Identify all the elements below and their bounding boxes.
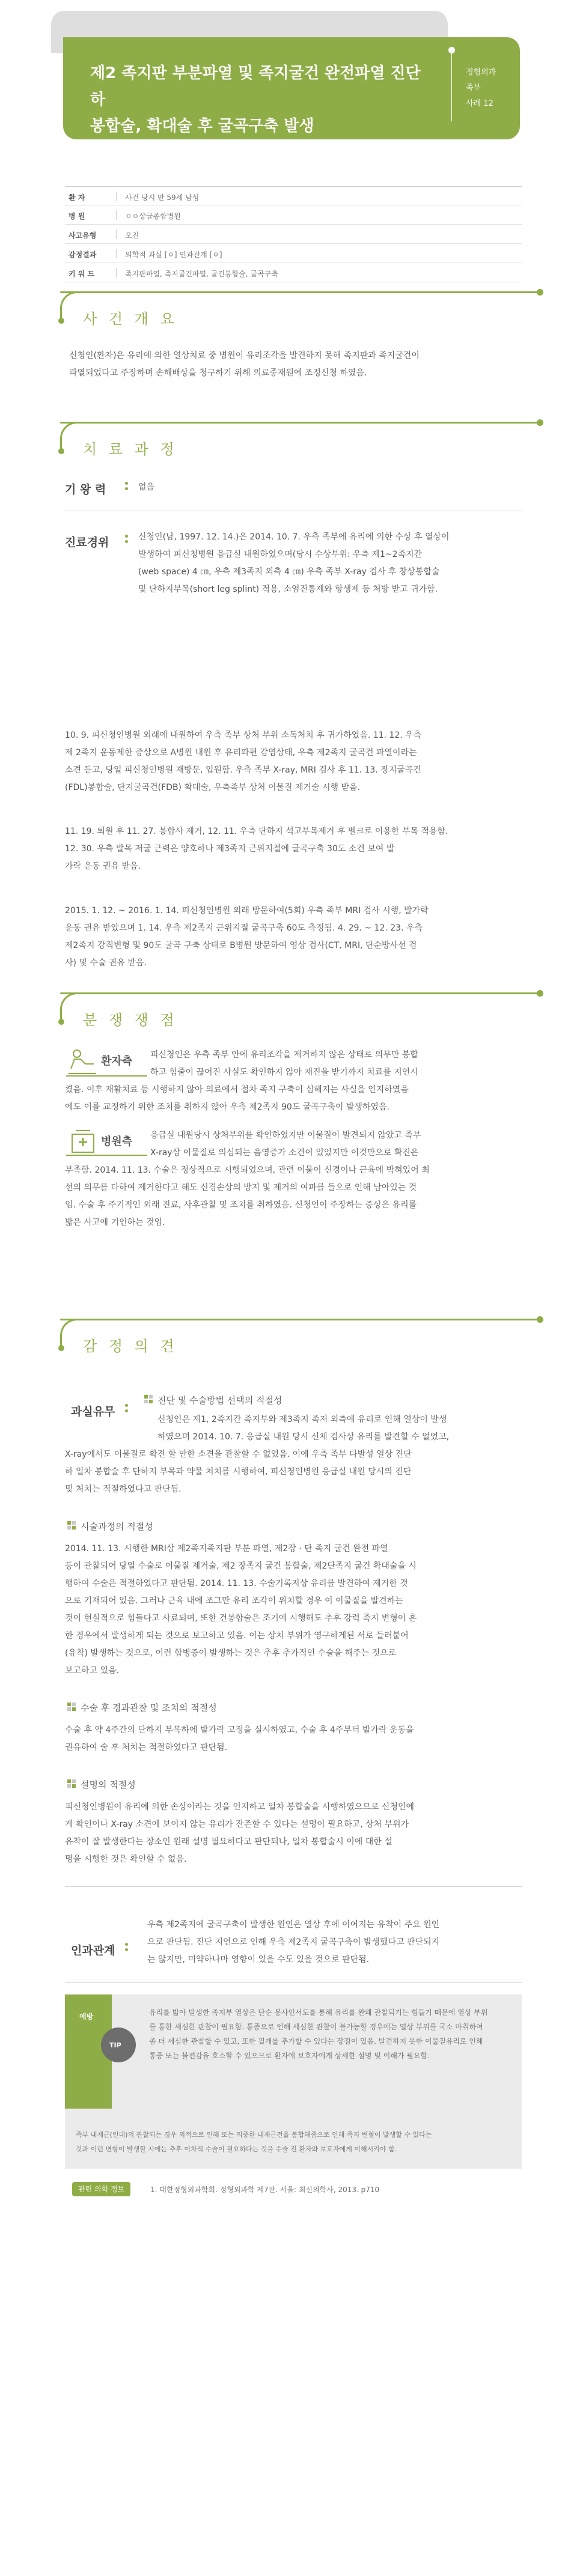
text-line: 를 통한 세심한 관찰이 필요함. 통증으로 인해 세심한 관찰이 불가능할 경우에는 열상 부위를 국소 마취하여 (149, 2023, 483, 2031)
info-label: 병 원 (69, 212, 85, 220)
text-line: 통증 또는 불편감을 호소할 수 있으므로 환자에 보호자에게 상세한 설명 및 이해가 필요함. (149, 2052, 430, 2060)
section-curve (60, 1319, 84, 1349)
section-rule (60, 291, 541, 293)
bullet-squares-icon (67, 1703, 77, 1712)
info-value: 족지판파열, 족지굴건파열, 굴건봉합술, 굴곡구축 (125, 270, 278, 278)
section-dot-icon (58, 1345, 64, 1351)
patient-side-label: 환자측 (101, 1055, 133, 1068)
info-divider (116, 268, 117, 278)
section-title: 분 쟁 쟁 점 (83, 1012, 178, 1028)
info-divider (116, 229, 117, 239)
text-line: 것이 현실적으로 힘들다고 사료되며, 또한 건봉합술은 조기에 시행해도 추후 강력 족지 변형이 흔 (65, 1614, 417, 1623)
subheading: 수술 후 경과관찰 및 조치의 적절성 (81, 1703, 217, 1713)
info-value: 사건 당시 만 59세 남성 (125, 193, 200, 202)
patient-claim (65, 1046, 522, 1116)
text-line: (web space) 4 ㎝, 우측 제3족지 외측 4 ㎝) 우측 족부 X-ray 검사 후 창상봉합술 (138, 567, 440, 577)
section-dispute-header (60, 992, 541, 1028)
text-line: 2014. 11. 13. 시행한 MRI상 제2족지족지판 부분 파열, 제2장 · 단 족지 굴건 완전 파열 (65, 1544, 388, 1554)
text-line: 행하여 수술은 적절하였다고 판단됨. 2014. 11. 13. 수술기록지상 유리를 발견하여 제거한 것 (65, 1579, 408, 1588)
text-line: 유착이 잘 발생한다는 장소인 원래 설명 필요하다고 판단되나, 일차 봉합술시 이에 대한 설 (65, 1837, 392, 1847)
text-line: 임. 수술 후 주기적인 외래 진료, 사후관찰 및 조치를 취하였음. 신청인이 주장하는 증상은 유리를 (65, 1200, 417, 1210)
rule-end-dot-icon (537, 990, 543, 997)
reference-text: 1. 대한정형외과학회. 정형외과학 제7판. 서울: 최신의학사, 2013. p710 (150, 2186, 380, 2194)
section-dot-icon (58, 318, 64, 324)
section-overview-header (60, 291, 541, 327)
category-area: 족부 (466, 84, 481, 93)
bullet-squares-icon (67, 1779, 77, 1789)
text-line: 권유하여 술 후 처치는 적절하였다고 판단됨. (65, 1743, 228, 1752)
text-line: 것과 이런 변형이 발생할 시에는 추후 이차적 수술이 필요하다는 것을 수술 전 환자와 보호자에게 이해시켜야 함. (76, 2145, 397, 2153)
text-line: 11. 19. 퇴원 후 11. 27. 봉합사 제거, 12. 11. 우측 단하지 석고부목제거 후 벨크로 이용한 부목 적용함. (65, 827, 448, 836)
section-title: 치 료 과 정 (83, 441, 178, 458)
history-value: 없음 (138, 482, 155, 492)
section-curve (60, 422, 84, 452)
text-line: 수술 후 약 4주간의 단하지 부목하에 발가락 고정을 실시하였고, 수술 후 4주부터 발가락 운동을 (65, 1725, 414, 1735)
text-line: 및 단하지부목(short leg splint) 적용, 소염진통제와 항생제 등 처방 받고 귀가함. (138, 585, 438, 594)
text-line: 족부 내재근(인대)의 관찰되는 경우 외적으로 인해 또는 의중한 내재근건을 봉합해줌으로 인해 족지 변형이 발생할 수 있다는 (76, 2131, 432, 2139)
header-category (466, 65, 496, 112)
course-paragraph (65, 823, 522, 875)
section-dot-icon (58, 448, 64, 454)
text-line: 제 2족지 운동제한 증상으로 A병원 내원 후 유리파편 감염상태, 우측 제2족지 굴곡건 파열이라는 (65, 748, 417, 758)
info-divider (116, 192, 117, 201)
text-line: 좀 더 세심한 관찰할 수 있고, 또한 필개를 추가할 수 있다는 장점이 있음. 발견하지 못한 이물질유리로 인해 (149, 2037, 483, 2046)
section-title: 감 정 의 견 (83, 1338, 178, 1355)
text-line: 에도 이를 교정하기 위한 조치를 취하지 않아 우측 제2족지 90도 굴곡구축이 발생하였음. (65, 1102, 389, 1112)
text-line: 사) 및 수술 권유 받음. (65, 958, 147, 968)
text-line: 으로 판단됨. 진단 지연으로 인해 우측 제2족지 굴곡구축이 발생했다고 판단되지 (147, 1937, 440, 1947)
dots-icon (125, 1943, 129, 1954)
text-line: 하고 힘줄이 끊어진 사실도 확인하지 않아 재진을 받기까지 치료를 지연시 (150, 1068, 418, 1077)
bullet-squares-icon (67, 1521, 77, 1531)
section-opinion-header (60, 1319, 541, 1355)
info-divider (116, 210, 117, 220)
text-line: 선의 의무를 다하여 제거한다고 해도 신경손상의 방지 및 제거의 여파를 들으로 인해 남아있는 것 (65, 1183, 417, 1192)
info-label: 키 워 드 (69, 270, 95, 278)
text-line: 우측 제2족지에 굴곡구축이 발생한 원인은 열상 후에 이어지는 유착이 주요 원인 (147, 1920, 440, 1930)
info-value: 오진 (125, 231, 139, 240)
title-line-1: 제2 족지판 부분파열 및 족지굴건 완전파열 진단하 (90, 64, 421, 109)
section-rule (60, 992, 541, 994)
text-line: 제2족지 강직변형 및 90도 굴곡 구축 상태로 B병원 방문하여 영상 검사(CT, MRI, 단순방사선 검 (65, 941, 417, 950)
info-label: 환 자 (69, 193, 85, 202)
section-curve (60, 992, 84, 1022)
dots-icon (125, 535, 129, 545)
info-divider (116, 249, 117, 258)
page-title (90, 60, 427, 139)
text-line: 하 일차 봉합술 후 단하지 부목과 약물 처치를 시행하여, 피신청인병원 응급실 내원 당시의 진단 (65, 1467, 412, 1477)
text-line: 보고하고 있음. (65, 1666, 120, 1675)
text-line: 한 경우에서 발생하게 되는 것으로 보고하고 있음. 이는 상처 부위가 영구하게된 서로 들러붙어 (65, 1631, 409, 1641)
tip-text (76, 2128, 515, 2157)
rule-end-dot-icon (537, 289, 543, 296)
opinion-procedure-text (65, 1540, 522, 1680)
rule-end-dot-icon (537, 1316, 543, 1323)
section-dot-icon (58, 1019, 64, 1025)
causality-label: 인과관계 (71, 1944, 115, 1957)
info-row (65, 263, 522, 282)
text-line: 밟은 사고에 기인하는 것임. (65, 1218, 165, 1227)
category-case: 사례 12 (466, 99, 493, 108)
text-line: 유리를 밟아 발생한 족지부 열상은 단순 봉사인서도를 통해 유리를 완쾌 관찰되기는 힘들기 때문에 열상 부위 (149, 2008, 488, 2017)
overview-text (69, 347, 514, 382)
tip-text (149, 2005, 516, 2063)
text-line: 신청인(남, 1997. 12. 14.)은 2014. 10. 7. 우측 족부에 유리에 의한 수상 후 열상이 (138, 532, 450, 542)
text-line: 발생하여 피신청병원 응급실 내원하였으며(당시 수상부위: 우측 제1~2족지간 (138, 550, 423, 559)
tip-label: TIP (109, 2041, 121, 2049)
text-line: X-ray상 이물질로 의심되는 음영증가 소견이 있었지만 이것만으로 확진은 (150, 1148, 419, 1158)
hospital-side-label: 병원측 (101, 1135, 133, 1148)
text-line: 게 확인이나 X-ray 소견에 보이지 않는 유리가 잔존할 수 있다는 설명이 필요하고, 상처 부위가 (65, 1820, 409, 1829)
text-line: 피신청인은 우측 족부 안에 유리조각을 제거하지 않은 상태로 의무만 봉합 (150, 1050, 418, 1060)
dots-icon (125, 482, 129, 493)
opinion-explanation-text (65, 1799, 522, 1868)
tip-label: 예방 (79, 2012, 94, 2021)
opinion-followup-text (65, 1722, 522, 1757)
text-line: 부족함. 2014. 11. 13. 수술은 정상적으로 시행되었으며, 관련 이물이 신경이나 근육에 박혀있어 최 (65, 1165, 430, 1175)
row-divider (65, 1982, 522, 1983)
course-paragraph (65, 902, 522, 972)
subheading: 설명의 적절성 (81, 1779, 136, 1790)
info-value: ㅇㅇ상급종합병원 (125, 212, 181, 220)
section-curve (60, 291, 84, 321)
info-value: 의학적 과실 [ㅇ] 인과관계 [ㅇ] (125, 251, 222, 259)
text-line: 소견 듣고, 당일 피신청인병원 재방문, 입원함. 우측 족부 X-ray, MRI 검사 후 11. 13. 장지굴곡건 (65, 765, 421, 775)
course-text (138, 529, 517, 598)
title-line-2: 봉합술, 확대술 후 굴곡구축 발생 (90, 117, 314, 135)
history-label: 기 왕 력 (65, 483, 106, 496)
text-line: 파열되었다고 주장하며 손해배상을 청구하기 위해 의료중재원에 조정신청 하였음. (69, 368, 367, 378)
header-divider (451, 49, 452, 121)
text-line: 가락 운동 권유 받음. (65, 861, 141, 871)
info-label: 감정결과 (69, 251, 97, 259)
rule-end-dot-icon (537, 419, 543, 426)
section-rule (60, 422, 541, 424)
bullet-squares-icon (144, 1395, 154, 1405)
text-line: 응급실 내원당시 상처부위를 확인하였지만 이물질이 발견되지 않았고 족부 (150, 1131, 421, 1140)
info-label: 사고유형 (69, 231, 97, 240)
text-line: 2015. 1. 12. ~ 2016. 1. 14. 피신청인병원 외래 방문하여(5회) 우측 족부 MRI 검사 시행, 발가락 (65, 906, 429, 916)
text-line: 켰음. 이후 재활치료 등 시행하지 않아 의료에서 접차 족지 구축이 심해지는 사실을 인지하였음 (65, 1085, 409, 1095)
text-line: 는 않지만, 미약하나마 영향이 있을 수도 있을 것으로 판단됨. (147, 1955, 370, 1964)
text-line: 신청인(환자)은 유리에 의한 열상치료 중 병원이 유리조각을 발견하지 못해 족지판과 족지굴건이 (69, 351, 420, 360)
category-department: 정형외과 (466, 68, 496, 77)
text-line: 및 처치는 적절하였다고 판단됨. (65, 1484, 182, 1494)
info-row (65, 205, 522, 225)
text-line: (FDL)봉합술, 단지굴곡건(FDB) 확대술, 우측족부 상처 이물질 제거술 시행 받음. (65, 783, 361, 792)
section-title: 사 건 개 요 (83, 311, 178, 327)
text-line: 등이 관찰되어 당일 수술로 이물질 제거술, 제2 장족지 굴건 봉합술, 제2단족지 굴건 확대술을 시 (65, 1561, 417, 1571)
text-line: X-ray에서도 이물질로 확진 할 만한 소견을 관찰할 수 없었음. 이에 우측 족부 다발성 열상 진단 (65, 1450, 412, 1459)
course-label: 진료경위 (65, 536, 109, 549)
reference-badge: 관련 의학 정보 (72, 2182, 130, 2196)
text-line: 으로 기재되어 있음. 그러나 근육 내에 조그만 유리 조각이 위치할 경우 이 이물질을 발견하는 (65, 1596, 403, 1606)
text-line: 피신청인병원이 유리에 의한 손상이라는 것을 인지하고 일차 봉합술을 시행하였으므로 신청인에 (65, 1802, 415, 1812)
text-line: (유착) 발생하는 것으로, 이런 합병증이 발생하는 것은 추후 추가적인 수술을 해주는 것으로 (65, 1648, 397, 1658)
info-row (65, 186, 522, 205)
info-row (65, 225, 522, 244)
text-line: 신청인은 제1, 2족지간 족지부와 제3족지 족저 외측에 유리로 인해 열상이 발생 (157, 1415, 447, 1424)
info-row (65, 244, 522, 263)
text-line: 운동 권유 받았으며 1. 14. 우측 제2족지 근위지절 굴곡구축 60도 측정됨. 4. 29. ~ 12. 23. 우측 (65, 923, 423, 933)
section-rule (60, 1319, 541, 1320)
course-paragraph (65, 727, 522, 797)
subheading: 시술과정의 적절성 (81, 1521, 153, 1532)
opinion-diagnosis-text (65, 1411, 522, 1498)
subheading: 진단 및 수술방법 선택의 적절성 (157, 1395, 282, 1406)
text-line: 10. 9. 피신청인병원 외래에 내원하여 우측 족부 상처 부위 소독처치 후 귀가하였음. 11. 12. 우측 (65, 731, 422, 740)
fault-label: 과실유무 (71, 1405, 115, 1418)
causality-text (147, 1916, 520, 1969)
section-treatment-header (60, 422, 541, 458)
text-line: 12. 30. 우측 발목 저굴 근력은 양호하나 제3족지 근위지절에 굴곡구축 30도 소견 보여 발 (65, 844, 395, 854)
row-divider (65, 1886, 522, 1887)
text-line: 하였으며 2014. 10. 7. 응급실 내원 당시 신체 검사상 유리를 발견할 수 없었고, (157, 1432, 450, 1442)
header-dot-icon (448, 47, 455, 53)
hospital-claim (65, 1127, 522, 1232)
text-line: 명을 시행한 것은 확인할 수 없음. (65, 1855, 187, 1864)
prevention-tip-box (65, 1994, 522, 2169)
case-info-table (65, 186, 522, 282)
